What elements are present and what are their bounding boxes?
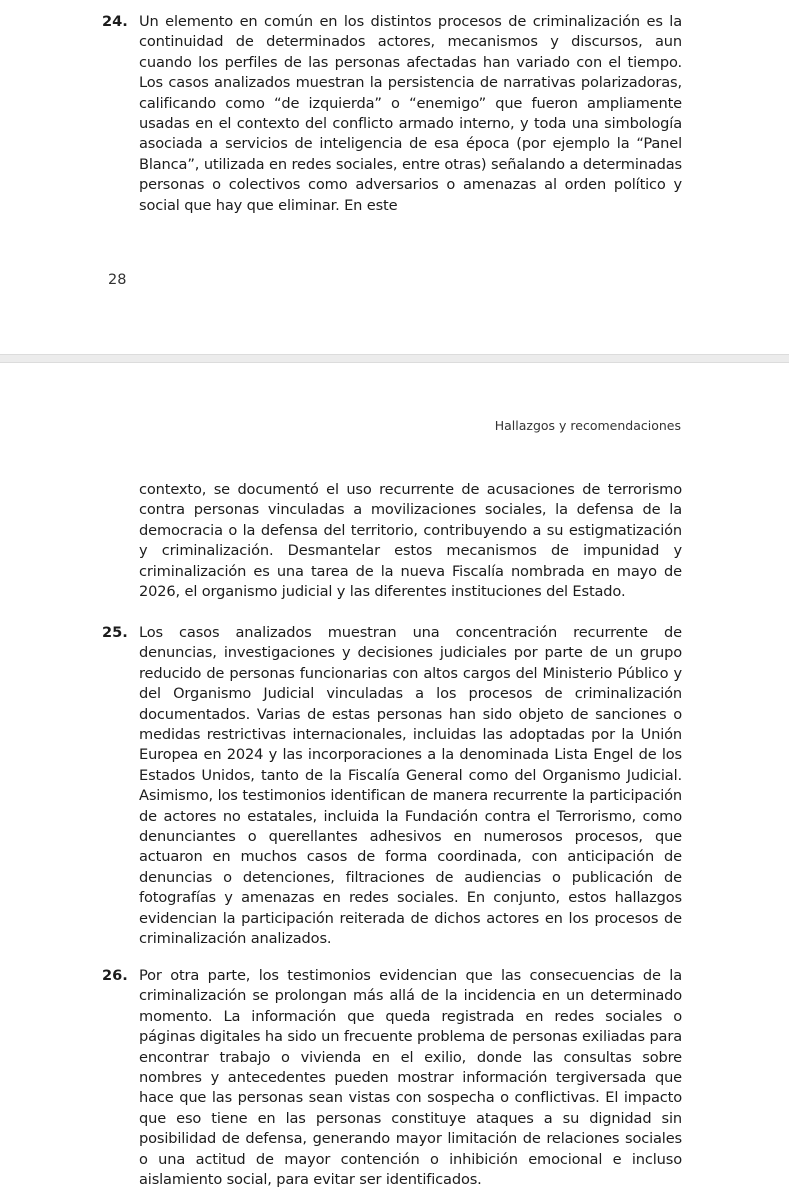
paragraph-text: Los casos analizados muestran una concentración recurrente de denuncias, investigaciones y decisiones judiciales por parte de un grupo reducido de personas funcionarias con altos cargos del Ministerio Público y del Organismo Judicial vinculadas a los procesos de criminalización documentados. Varias de estas personas han sido objeto de sanciones o medidas restrictivas internacionales, incluidas las adoptadas por la Unión Europea en 2024 y las incorporaciones a la denominada Lista Engel de los Estados Unidos, tanto de la Fiscalía General como del Organismo Judicial. Asimismo, los testimonios identifican de manera recurrente la participación de actores no estatales, incluida la Fundación contra el Terrorismo, como denunciantes o querellantes adhesivos en numerosos procesos, que actuaron en muchos casos de forma coordinada, con anticipación de denuncias o detenciones, filtraciones de audiencias o publicación de fotografías y amenazas en redes sociales. En conjunto, estos hallazgos evidencian la participación reiterada de dichos actores en los procesos de criminalización analizados. [139,624,682,948]
page-number: 28 [108,272,127,288]
paragraph-24 [102,12,682,216]
paragraph-number: 24. [102,13,128,30]
paragraph-text: contexto, se documentó el uso recurrente de acusaciones de terrorismo contra personas vinculadas a movilizaciones sociales, la defensa de la democracia o la defensa del territorio, contribuyendo a su estigmatización y criminalización. Desmantelar estos mecanismos de impunidad y criminalización es una tarea de la nueva Fiscalía nombrada en mayo de 2026, el organismo judicial y las diferentes instituciones del Estado. [139,481,682,601]
paragraph-number: 25. [102,624,128,641]
paragraph-26 [102,966,682,1190]
paragraph-number: 26. [102,967,128,984]
running-header: Hallazgos y recomendaciones [494,418,681,433]
document-page-top [0,0,789,355]
paragraph-text: Un elemento en común en los distintos procesos de criminalización es la continuidad de determinados actores, mecanismos y discursos, aun cuando los perfiles de las personas afectadas han variado con el tiempo. Los casos analizados muestran la persistencia de narrativas polarizadoras, calificando como “de izquierda” o “enemigo” que fueron ampliamente usadas en el contexto del conflicto armado interno, y toda una simbología asociada a servicios de inteligencia de esa época (por ejemplo la “Panel Blanca”, utilizada en redes sociales, entre otras) señalando a determinadas personas o colectivos como adversarios o amenazas al orden político y social que hay que eliminar. En este [139,13,682,214]
paragraph-text: Por otra parte, los testimonios evidencian que las consecuencias de la criminalización se prolongan más allá de la incidencia en un determinado momento. La información que queda registrada en redes sociales o páginas digitales ha sido un frecuente problema de personas exiliadas para encontrar trabajo o vivienda en el exilio, donde las consultas sobre nombres y antecedentes pueden mostrar información tergiversada que hace que las personas sean vistas con sospecha o conflictivas. El impacto que eso tiene en las personas constituye ataques a su dignidad sin posibilidad de defensa, generando mayor limitación de relaciones sociales o una actitud de mayor contención o inhibición emocional e incluso aislamiento social, para evitar ser identificados. [139,967,682,1189]
paragraph-25 [102,623,682,950]
paragraph-24-continued [139,480,682,602]
